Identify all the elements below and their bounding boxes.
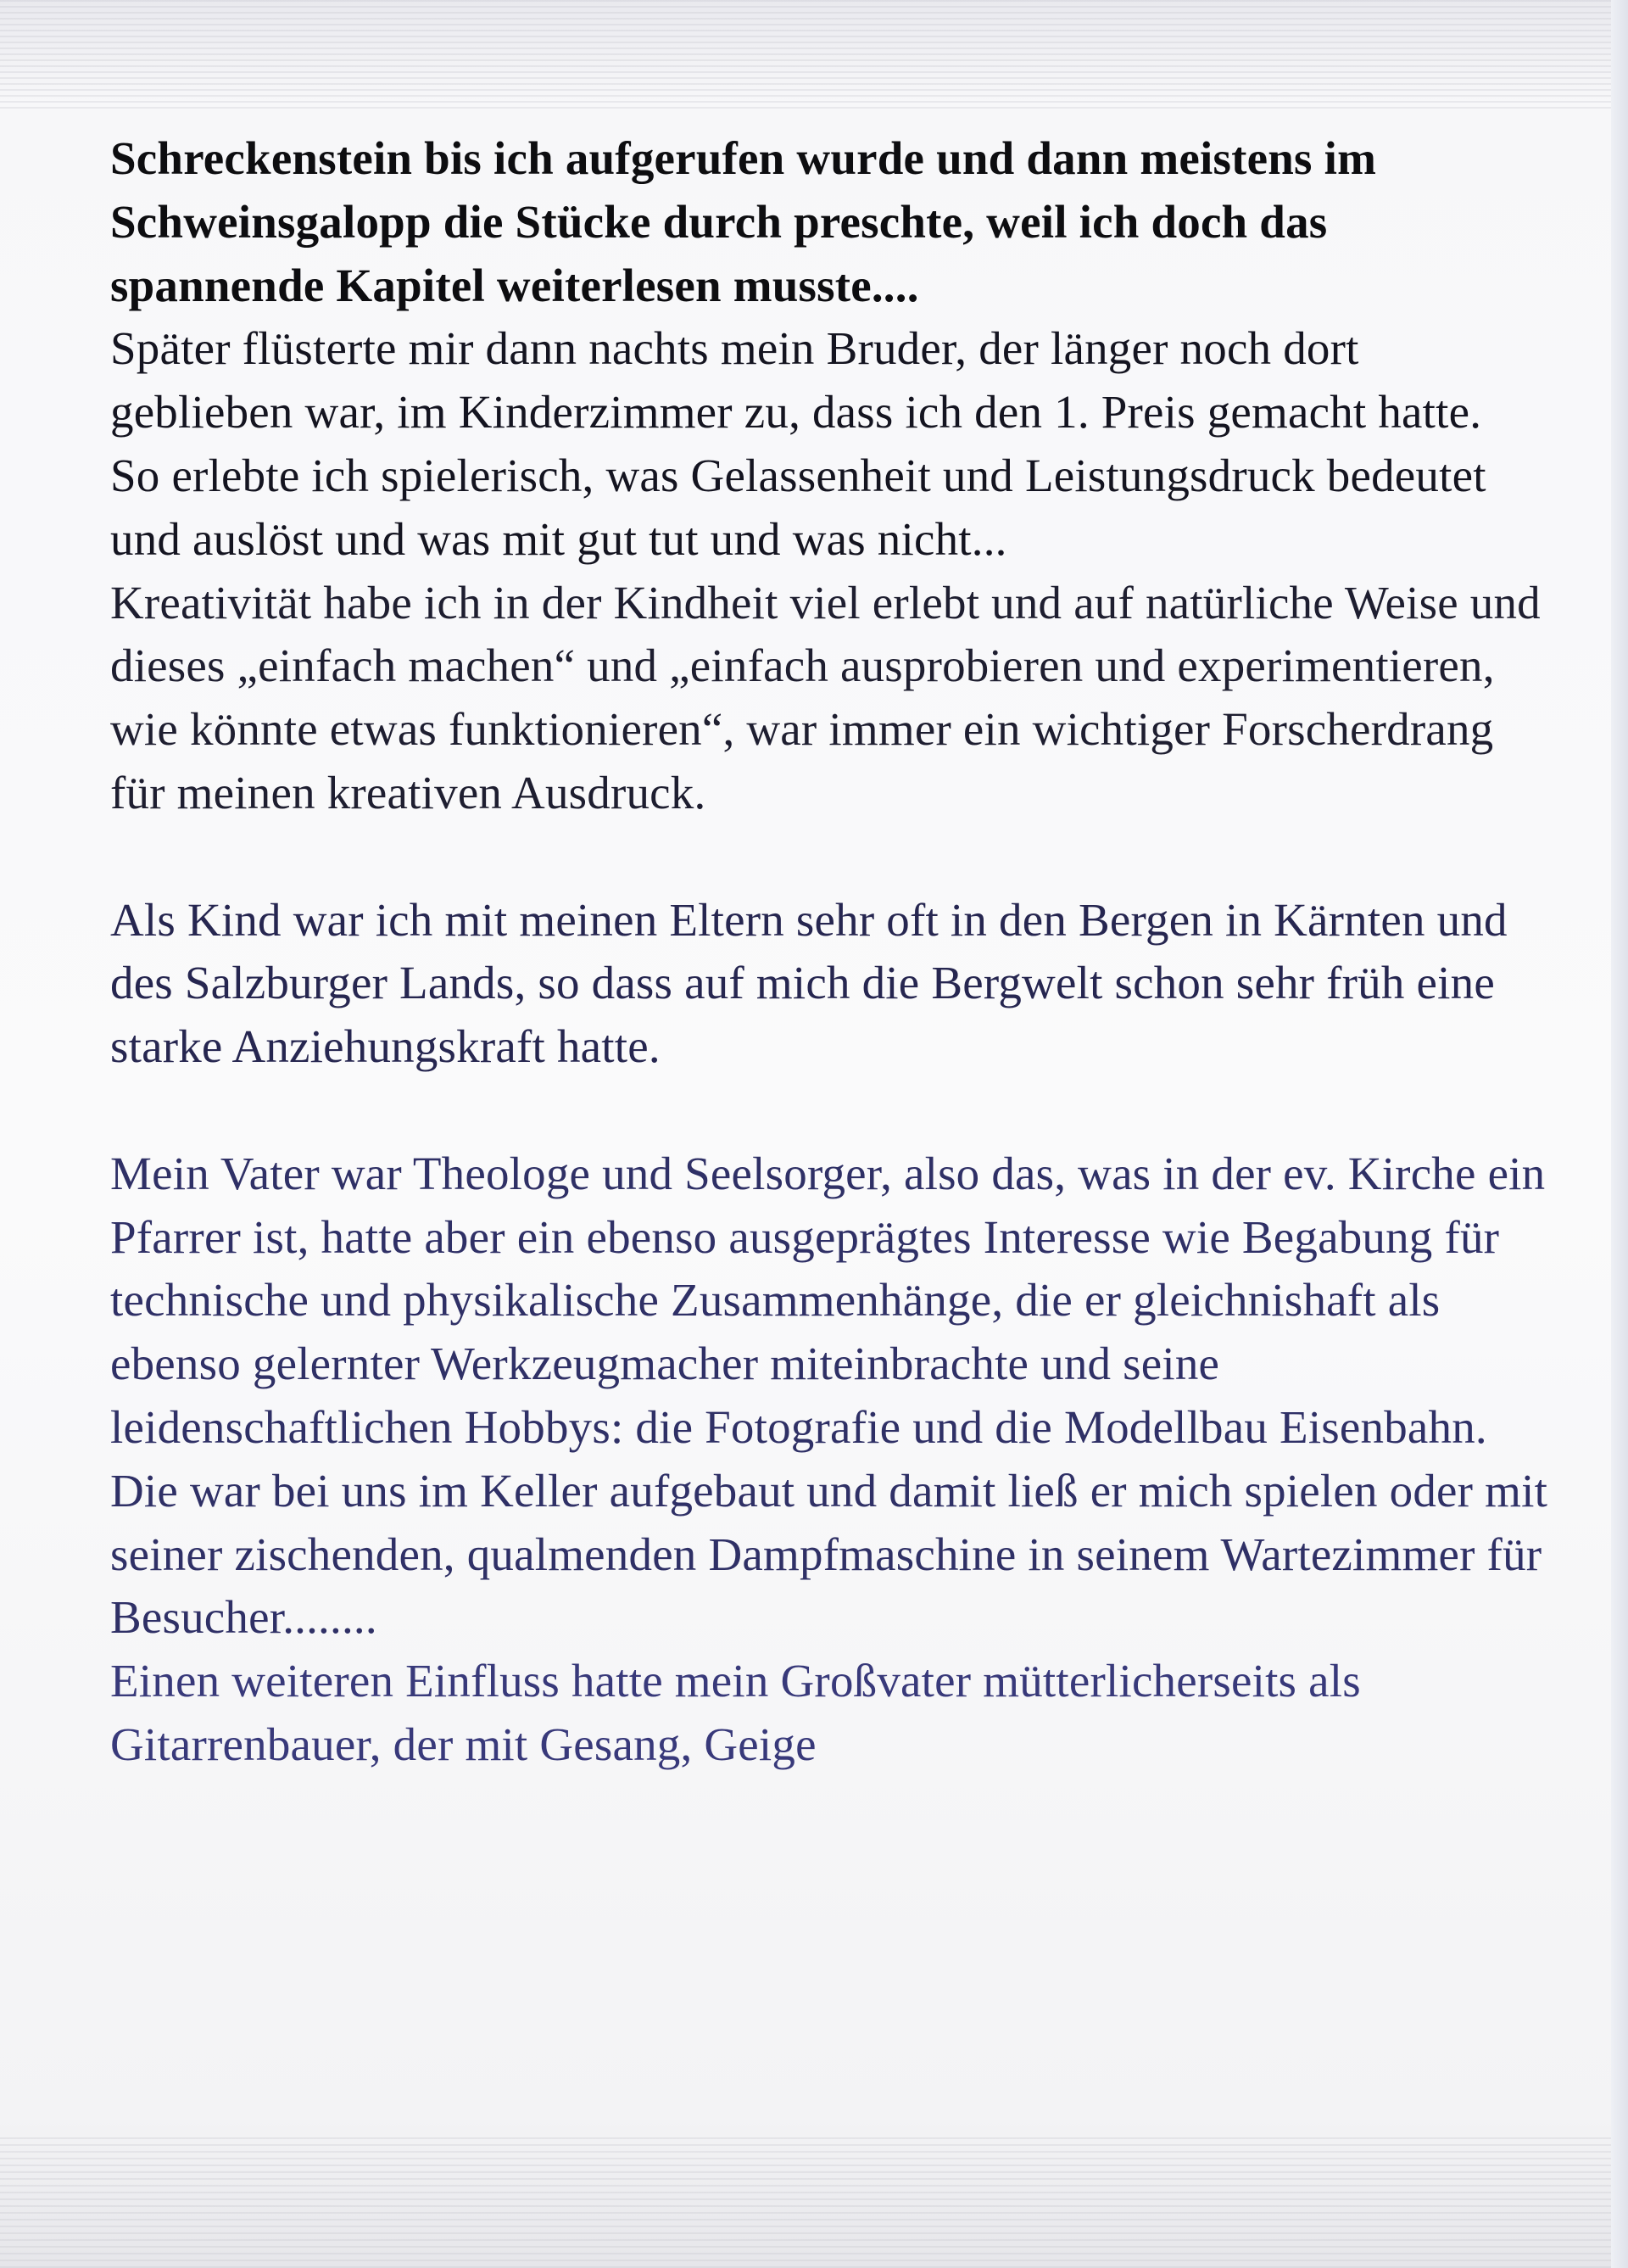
paragraph-spacer	[110, 1079, 1552, 1142]
paragraph-kreativitaet: Kreativität habe ich in der Kindheit viel erlebt und auf natürliche Weise und dieses „einfach machen“ und „einfach ausprobieren und experimentieren, wie könnte etwas funktionieren“, war immer ein wichtiger Forscherdrang für meinen kreativen Ausdruck.	[110, 576, 1541, 818]
paragraph-berge: Als Kind war ich mit meinen Eltern sehr oft in den Bergen in Kärnten und des Salzburger Lands, so dass auf mich die Bergwelt schon sehr früh eine starke Anziehungskraft hatte.	[110, 893, 1508, 1073]
screen-right-edge	[1611, 0, 1628, 2268]
paragraph-schreckenstein: Schreckenstein bis ich aufgerufen wurde und dann meistens im Schweinsgalopp die Stücke durch preschte, weil ich doch das spannende Kapitel weiterlesen musste....	[110, 132, 1377, 311]
scanline-overlay-bottom	[0, 2137, 1628, 2268]
paragraph-vater: Mein Vater war Theologe und Seelsorger, also das, was in der ev. Kirche ein Pfarrer ist, hatte aber ein ebenso ausgeprägtes Interesse wie Begabung für technische und physikalische Zusammenhänge, die er gleichnishaft als ebenso gelernter Werkzeugmacher miteinbrachte und seine leidenschaftlichen Hobbys: die Fotografie und die Modellbau Eisenbahn. Die war bei uns im Keller aufgebaut und damit ließ er mich spielen oder mit seiner zischenden, qualmenden Dampfmaschine in seinem Wartezimmer für Besucher........	[110, 1147, 1548, 1644]
paragraph-bruder: Später flüsterte mir dann nachts mein Bruder, der länger noch dort geblieben war, im Kinderzimmer zu, dass ich den 1. Preis gemacht hatte.	[110, 322, 1482, 439]
paragraph-grossvater: Einen weiteren Einfluss hatte mein Großvater mütterlicherseits als Gitarrenbauer, der mit Gesang, Geige	[110, 1655, 1361, 1770]
document-page	[110, 127, 1552, 1777]
paragraph-spacer	[110, 825, 1552, 889]
scanline-overlay-top	[0, 0, 1628, 110]
paragraph-gelassenheit: So erlebte ich spielerisch, was Gelassenheit und Leistungsdruck bedeutet und auslöst und was mit gut tut und was nicht...	[110, 449, 1486, 565]
